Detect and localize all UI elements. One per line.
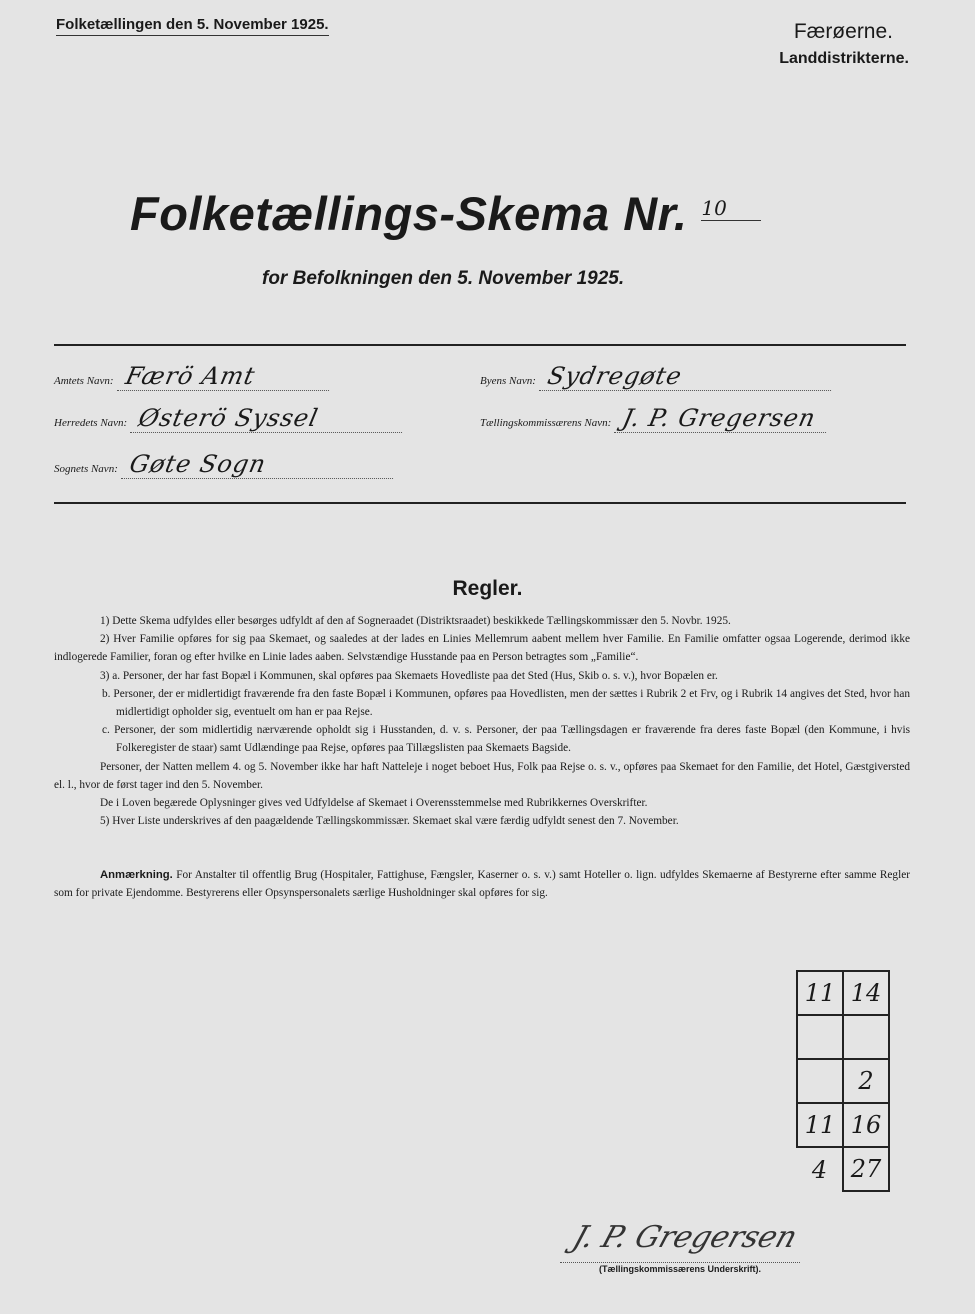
rule-3b: b. Personer, der er midlertidigt fraværende fra den faste Bopæl i Kommunen, opføres paa Hovedlisten, men der sættes i Rubrik 2 et Frv, og i Rubrik 14 angives det Sted, hvor han midlertidigt opholder sig, eventuelt om han er paa Rejse. bbox=[102, 687, 910, 719]
region-subtitle: Landdistrikterne. bbox=[779, 50, 909, 67]
tally-cell: 16 bbox=[843, 1103, 889, 1147]
amt-field bbox=[54, 362, 332, 391]
signature-line bbox=[560, 1262, 800, 1263]
tally-cell: 4 bbox=[811, 1155, 828, 1184]
tally-row bbox=[797, 1059, 889, 1103]
tally-row bbox=[797, 1015, 889, 1059]
tally-row-total bbox=[797, 1147, 889, 1191]
anmaerkning-label: Anmærkning. bbox=[100, 869, 173, 881]
rule-3c: c. Personer, der som midlertidig nærværende opholdt sig i Husstanden, d. v. s. Personer, der paa Tællingsdagen er fraværende fra deres faste Bopæl (den Kommune, i hvis Folkeregister de staar) samt Udlændinge paa Rejse, opføres paa Tillægslisten paa Skemaets Bagside. bbox=[102, 724, 910, 755]
form-title: Folketællings-Skema Nr. bbox=[130, 187, 688, 240]
sogn-field bbox=[54, 450, 396, 479]
rule-5: 5) Hver Liste underskrives af den paagældende Tællingskommissær. Skemaet skal være færdig udfyldt senest den 7. November. bbox=[100, 815, 679, 828]
tally-cell bbox=[843, 1015, 889, 1059]
rule-1: 1) Dette Skema udfyldes eller besørges udfyldt af den af Sogneraadet (Distriktsraadet) beskikkede Tællingskommissær den 5. Novbr. 1925. bbox=[100, 615, 731, 627]
tally-cell: 27 bbox=[843, 1147, 889, 1191]
form-title-block bbox=[130, 186, 850, 241]
amt-value: Færö Amt bbox=[116, 362, 334, 391]
anmaerkning bbox=[54, 866, 910, 902]
census-header-date: Folketællingen den 5. November 1925. bbox=[56, 16, 329, 36]
signature-caption: (Tællingskommissærens Underskrift). bbox=[598, 1264, 762, 1274]
tally-cell bbox=[797, 1059, 843, 1103]
sogn-label: Sognets Navn: bbox=[54, 463, 118, 475]
tally-row bbox=[797, 1103, 889, 1147]
tally-cell: 14 bbox=[843, 971, 889, 1015]
herred-label: Herredets Navn: bbox=[54, 417, 128, 429]
tally-cell: 2 bbox=[843, 1059, 889, 1103]
form-number: 10 bbox=[701, 196, 761, 221]
kommissaer-value: J. P. Gregersen bbox=[614, 404, 832, 433]
herred-value: Østerö Syssel bbox=[130, 404, 408, 433]
form-subtitle: for Befolkningen den 5. November 1925. bbox=[262, 268, 625, 289]
tally-table bbox=[796, 970, 890, 1192]
by-field bbox=[480, 362, 834, 391]
rules-heading: Regler. bbox=[452, 577, 523, 600]
divider-bottom bbox=[54, 502, 906, 504]
rule-2: 2) Hver Familie opføres for sig paa Skemaet, og saaledes at der lades en Linies Mellemrum aabent mellem hver Familie. En Familie omfatter ogsaa Logerende, derimod ikke indlogerede Familier, foran og efter hvilke en Linie lades aaben. Selvstændige Husstande paa en Person betragtes som „Familie“. bbox=[54, 633, 910, 664]
region-title: Færøerne. bbox=[793, 20, 893, 43]
tally-cell: 11 bbox=[797, 1103, 843, 1147]
tally-cell bbox=[797, 1015, 843, 1059]
sogn-value: Gøte Sogn bbox=[121, 450, 399, 479]
by-value: Sydregøte bbox=[539, 362, 837, 391]
signature: J. P. Gregersen bbox=[568, 1220, 802, 1255]
by-label: Byens Navn: bbox=[480, 375, 536, 387]
kommissaer-field bbox=[480, 404, 829, 433]
amt-label: Amtets Navn: bbox=[54, 375, 114, 387]
rule-3d: Personer, der Natten mellem 4. og 5. November ikke har haft Natteleje i noget beboet Hus, Folk paa Rejse o. s. v., opføres paa Skemaet for den Familie, det Hotel, Gæstgiversted el. l., hvor de først tager ind den 5. November. bbox=[54, 760, 910, 791]
anmaerkning-text: For Anstalter til offentlig Brug (Hospitaler, Fattighuse, Fængsler, Kaserner o. s. v.) samt Hoteller o. lign. udfyldes Skemaerne af Bestyrerne efter samme Regler som for private Ejendomme. Bestyrerens eller Opsynspersonalets særlige Husholdninger skal opføres for sig. bbox=[54, 869, 910, 900]
herred-field bbox=[54, 404, 405, 433]
rule-3a: 3) a. Personer, der har fast Bopæl i Kommunen, skal opføres paa Skemaets Hovedliste paa det Sted (Hus, Skib o. s. v.), hvor Bopælen er. bbox=[100, 669, 718, 682]
rule-4: De i Loven begærede Oplysninger gives ved Udfyldelse af Skemaet i Overensstemmelse med Rubrikkernes Overskrifter. bbox=[100, 797, 648, 810]
rules-text bbox=[54, 612, 910, 830]
tally-row bbox=[797, 971, 889, 1015]
tally-cell: 11 bbox=[797, 971, 843, 1015]
kommissaer-label: Tællingskommissærens Navn: bbox=[480, 417, 612, 429]
divider-top bbox=[54, 344, 906, 346]
